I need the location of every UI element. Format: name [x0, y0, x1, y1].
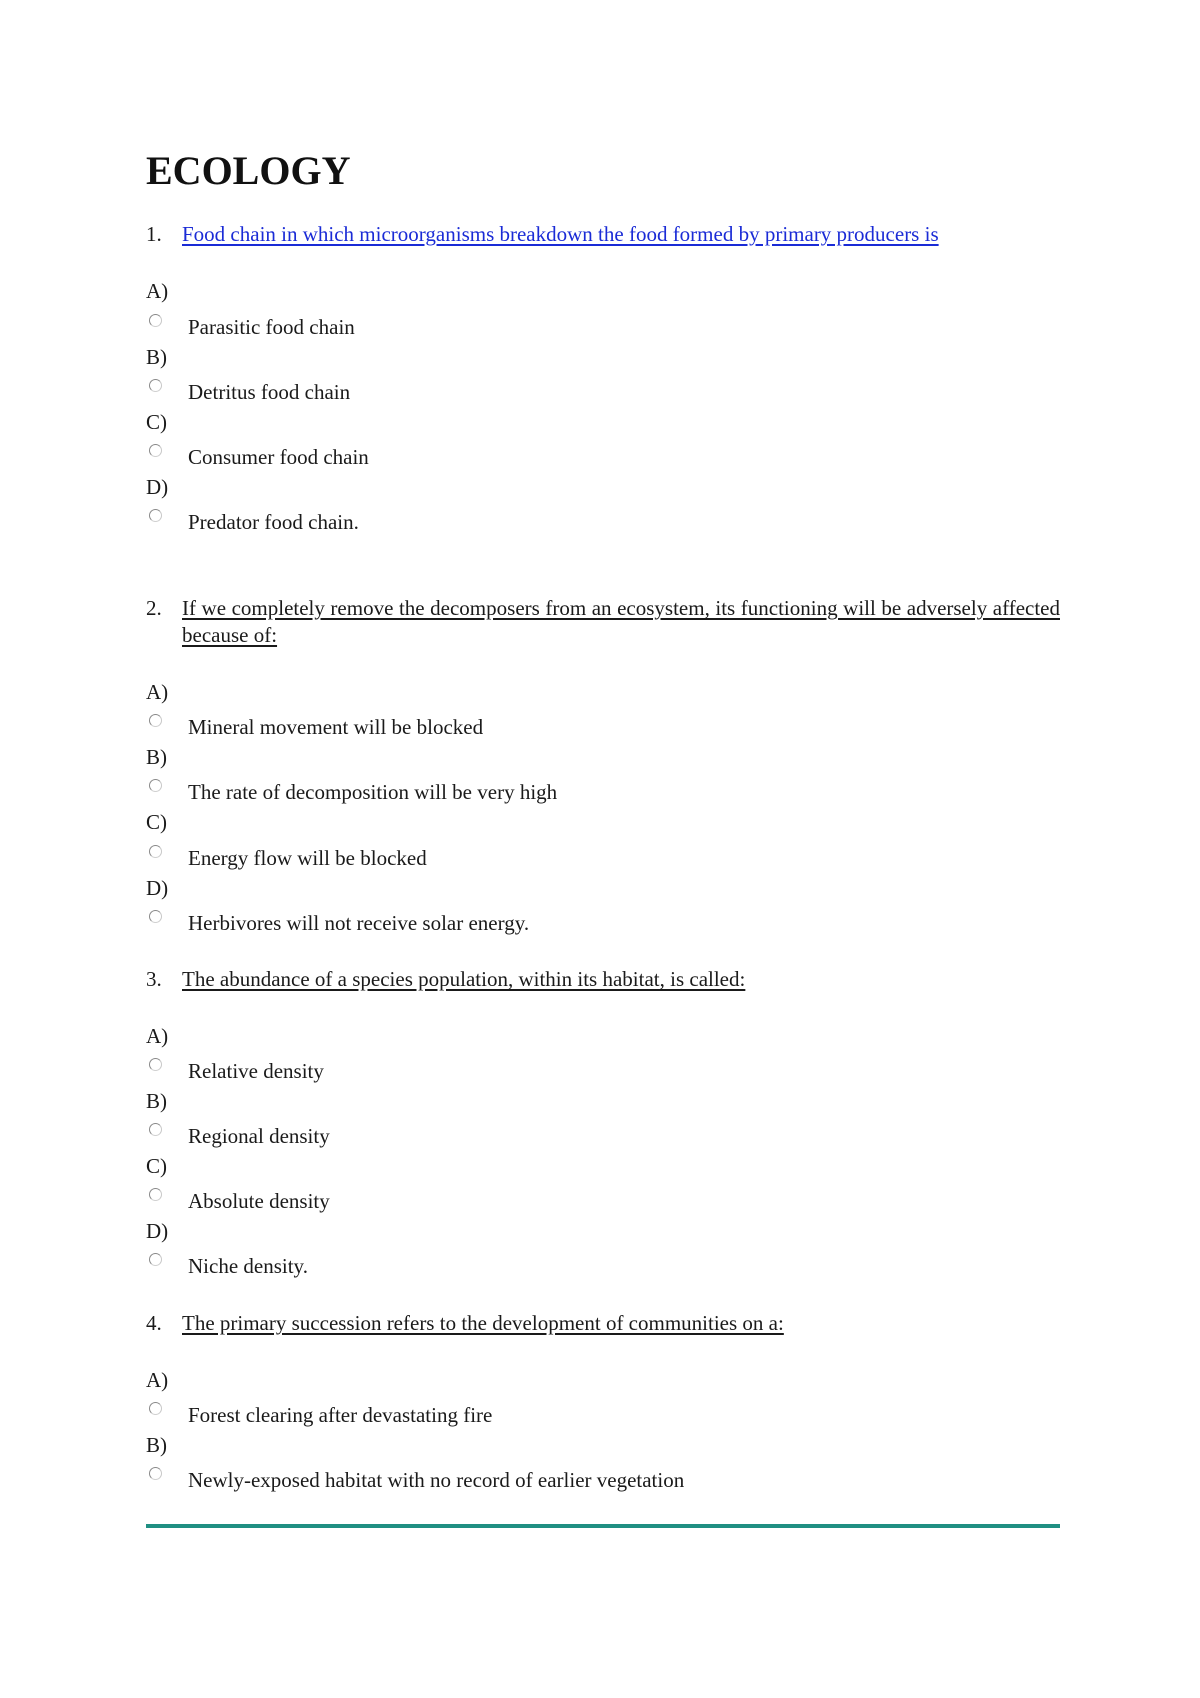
question-2: [146, 595, 1060, 649]
question-text: The abundance of a species population, within its habitat, is called:: [182, 967, 746, 991]
question-text: The primary succession refers to the development of communities on a:: [182, 1311, 784, 1335]
footer-divider: [146, 1524, 1060, 1528]
radio-button[interactable]: [149, 1123, 162, 1136]
option-text: Predator food chain.: [188, 510, 359, 534]
page-title: ECOLOGY: [146, 148, 351, 193]
radio-button[interactable]: [149, 714, 162, 727]
option-letter: A): [146, 279, 169, 303]
option-letter: D): [146, 1219, 169, 1243]
radio-button[interactable]: [149, 1402, 162, 1415]
option-text: Herbivores will not receive solar energy.: [188, 911, 530, 935]
option-text: Absolute density: [188, 1189, 330, 1213]
radio-button[interactable]: [149, 379, 162, 392]
option-text: Relative density: [188, 1059, 324, 1083]
option-letter: C): [146, 810, 167, 834]
option-letter: D): [146, 475, 169, 499]
option-text: Mineral movement will be blocked: [188, 715, 484, 739]
question-number: 2.: [146, 596, 162, 620]
option-letter: A): [146, 680, 169, 704]
radio-button[interactable]: [149, 444, 162, 457]
question-number: 4.: [146, 1311, 162, 1335]
option-letter: B): [146, 1433, 167, 1457]
option-letter: D): [146, 876, 169, 900]
radio-button[interactable]: [149, 845, 162, 858]
radio-button[interactable]: [149, 1253, 162, 1266]
option-text: Consumer food chain: [188, 445, 369, 469]
radio-button[interactable]: [149, 779, 162, 792]
option-letter: A): [146, 1368, 169, 1392]
option-text: Detritus food chain: [188, 380, 351, 404]
option-text: Parasitic food chain: [188, 315, 355, 339]
option-text: Newly-exposed habitat with no record of earlier vegetation: [188, 1468, 685, 1492]
option-letter: B): [146, 1089, 167, 1113]
question-number: 3.: [146, 967, 162, 991]
question-text: If we completely remove the decomposers from an ecosystem, its functioning will be adversely affected because of:: [182, 596, 1060, 647]
question-3: [146, 966, 1060, 993]
question-4: [146, 1310, 1060, 1337]
option-letter: A): [146, 1024, 169, 1048]
radio-button[interactable]: [149, 1188, 162, 1201]
radio-button[interactable]: [149, 1467, 162, 1480]
radio-button[interactable]: [149, 1058, 162, 1071]
option-letter: B): [146, 745, 167, 769]
question-text-link[interactable]: Food chain in which microorganisms breakdown the food formed by primary producers is: [182, 222, 939, 246]
option-text: Regional density: [188, 1124, 330, 1148]
option-text: The rate of decomposition will be very high: [188, 780, 558, 804]
radio-button[interactable]: [149, 314, 162, 327]
question-number: 1.: [146, 222, 162, 246]
option-letter: C): [146, 410, 167, 434]
option-text: Niche density.: [188, 1254, 308, 1278]
option-letter: B): [146, 345, 167, 369]
option-text: Energy flow will be blocked: [188, 846, 427, 870]
radio-button[interactable]: [149, 910, 162, 923]
question-1: [146, 221, 1060, 248]
radio-button[interactable]: [149, 509, 162, 522]
option-letter: C): [146, 1154, 167, 1178]
option-text: Forest clearing after devastating fire: [188, 1403, 493, 1427]
